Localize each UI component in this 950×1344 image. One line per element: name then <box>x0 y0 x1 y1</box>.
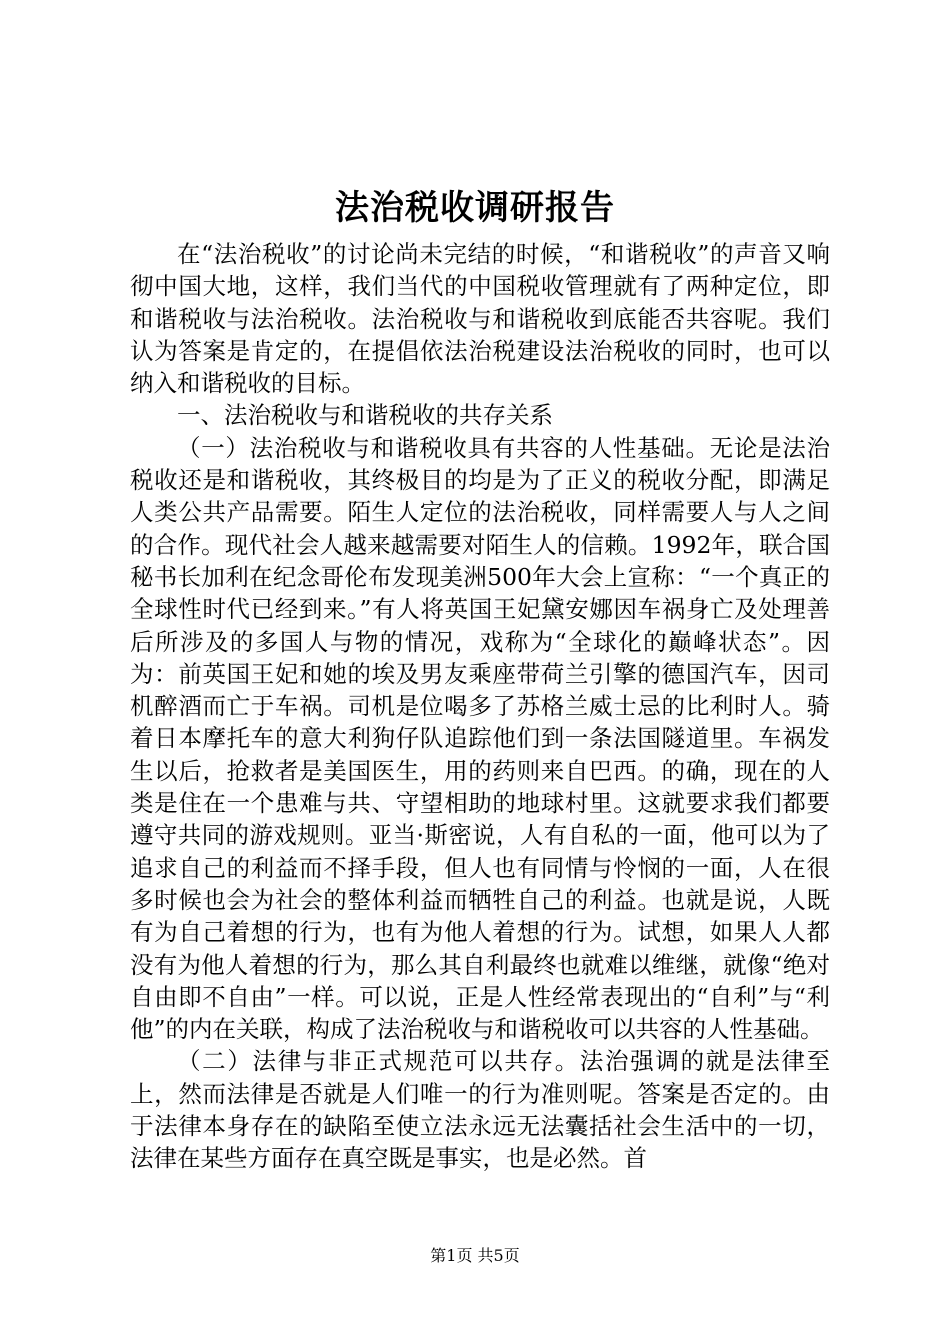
document-body <box>130 238 830 1175</box>
section-heading-1: 一、法治税收与和谐税收的共存关系 <box>177 401 553 430</box>
page-footer: 第1页 共5页 <box>430 1246 520 1265</box>
document-title: 法治税收调研报告 <box>335 188 615 228</box>
subsection-1-paragraph: （一）法治税收与和谐税收具有共容的人性基础。无论是法治税收还是和谐税收，其终极目的均是为了正义的税收分配，即满足人类公共产品需要。陌生人定位的法治税收，同样需要人与人之间的合作。现代社会人越来越需要对陌生人的信赖。1992年，联合国秘书长加利在纪念哥伦布发现美洲500年大会上宣称：“一个真正的全球性时代已经到来。”有人将英国王妃黛安娜因车祸身亡及处理善后所涉及的多国人与物的情况，戏称为“全球化的巅峰状态”。因为：前英国王妃和她的埃及男友乘座带荷兰引擎的德国汽车，因司机醉酒而亡于车祸。司机是位喝多了苏格兰威士忌的比利时人。骑着日本摩托车的意大利狗仔队追踪他们到一条法国隧道里。车祸发生以后，抢救者是美国医生，用的药则来自巴西。的确，现在的人类是住在一个患难与共、守望相助的地球村里。这就要求我们都要遵守共同的游戏规则。亚当·斯密说，人有自私的一面，他可以为了追求自己的利益而不择手段，但人也有同情与怜悯的一面，人在很多时候也会为社会的整体利益而牺牲自己的利益。也就是说，人既有为自己着想的行为，也有为他人着想的行为。试想，如果人人都没有为他人着想的行为，那么其自利最终也就难以维继，就像“绝对自由即不自由”一样。可以说，正是人性经常表现出的“自利”与“利他”的内在关联，构成了法治税收与和谐税收可以共容的人性基础。 <box>130 433 830 1044</box>
intro-paragraph: 在“法治税收”的讨论尚未完结的时候，“和谐税收”的声音又响彻中国大地，这样，我们当代的中国税收管理就有了两种定位，即和谐税收与法治税收。法治税收与和谐税收到底能否共容呢。我们认为答案是肯定的，在提倡依法治税建设法治税收的同时，也可以纳入和谐税收的目标。 <box>130 240 830 398</box>
subsection-2-paragraph: （二）法律与非正式规范可以共存。法治强调的就是法律至上，然而法律是否就是人们唯一的行为准则呢。答案是否定的。由于法律本身存在的缺陷至使立法永远无法囊括社会生活中的一切，法律在某些方面存在真空既是事实，也是必然。首 <box>130 1047 830 1173</box>
